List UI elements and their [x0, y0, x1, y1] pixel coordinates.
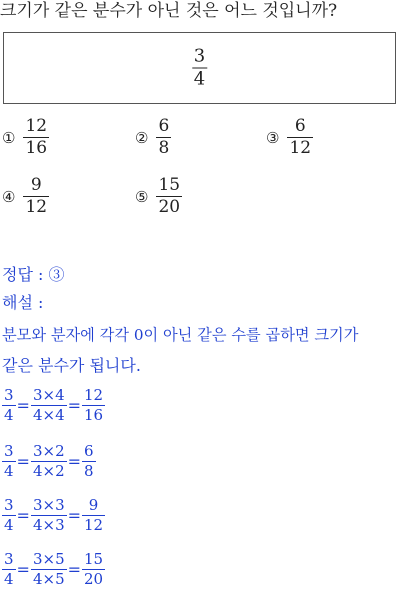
eq-fraction-left — [2, 388, 16, 423]
eq-den: 4 — [4, 516, 14, 534]
eq-den: 4×2 — [32, 462, 65, 480]
given-numerator: 3 — [193, 45, 206, 67]
eq-fraction-right — [82, 444, 96, 479]
eq-den: 4 — [4, 462, 14, 480]
equals-sign: = — [67, 506, 82, 525]
eq-fraction-middle — [31, 552, 67, 587]
eq-den: 16 — [84, 406, 104, 424]
explanation-line-2: 같은 분수가 됩니다. — [2, 356, 141, 375]
given-fraction — [192, 45, 207, 90]
equals-sign: = — [16, 396, 30, 415]
eq-den: 4 — [4, 570, 14, 588]
choice-denominator: 8 — [158, 138, 170, 158]
eq-fraction-left — [2, 444, 16, 479]
equals-sign: = — [67, 396, 82, 415]
eq-den: 8 — [84, 462, 94, 480]
choice-3[interactable] — [266, 118, 313, 157]
equals-sign: = — [67, 452, 82, 471]
eq-num: 3 — [4, 386, 14, 404]
choice-fraction — [287, 118, 313, 157]
eq-fraction-right — [82, 498, 105, 533]
explanation-line-1: 분모와 분자에 각각 0이 아닌 같은 수를 곱하면 크기가 — [2, 326, 359, 344]
given-denominator: 4 — [193, 68, 206, 90]
choice-denominator: 20 — [158, 197, 181, 217]
eq-num: 15 — [84, 550, 104, 568]
choice-mark: ⑤ — [135, 187, 149, 206]
eq-num: 3×5 — [32, 550, 65, 568]
eq-den: 4 — [4, 406, 14, 424]
choice-numerator: 6 — [158, 116, 170, 136]
equals-sign: = — [16, 506, 30, 525]
eq-fraction-middle — [31, 388, 67, 423]
choice-fraction — [156, 118, 171, 157]
equation-2 — [2, 444, 96, 479]
eq-fraction-right — [82, 552, 105, 587]
choice-1[interactable] — [2, 118, 49, 157]
eq-den: 4×5 — [32, 570, 65, 588]
choice-denominator: 12 — [25, 197, 48, 217]
eq-num: 3×2 — [32, 442, 65, 460]
equals-sign: = — [67, 560, 82, 579]
choice-fraction — [23, 118, 49, 157]
eq-num: 3×4 — [32, 386, 65, 404]
equation-3 — [2, 498, 105, 533]
choice-numerator: 9 — [30, 175, 42, 195]
eq-den: 12 — [84, 516, 104, 534]
eq-fraction-left — [2, 498, 16, 533]
choice-mark: ① — [2, 128, 16, 147]
eq-fraction-middle — [31, 498, 67, 533]
eq-den: 20 — [84, 570, 104, 588]
choice-mark: ④ — [2, 187, 16, 206]
choice-mark: ② — [135, 128, 149, 147]
eq-num: 3×3 — [32, 496, 65, 514]
choice-numerator: 15 — [158, 175, 181, 195]
eq-fraction-middle — [31, 444, 67, 479]
choice-2[interactable] — [135, 118, 171, 157]
eq-fraction-left — [2, 552, 16, 587]
question-text: 크기가 같은 분수가 아닌 것은 어느 것입니까? — [0, 1, 338, 21]
choice-denominator: 16 — [25, 138, 48, 158]
eq-num: 6 — [84, 442, 94, 460]
eq-num: 3 — [4, 550, 14, 568]
explanation-label: 해설 : — [2, 293, 44, 312]
eq-num: 9 — [88, 496, 99, 514]
eq-num: 3 — [4, 442, 14, 460]
equals-sign: = — [16, 452, 30, 471]
choice-fraction — [156, 177, 182, 216]
given-fraction-box — [3, 32, 396, 104]
eq-den: 4×4 — [32, 406, 65, 424]
choice-fraction — [23, 177, 49, 216]
equals-sign: = — [16, 560, 30, 579]
choice-numerator: 6 — [294, 116, 306, 136]
choice-mark: ③ — [266, 128, 280, 147]
equation-4 — [2, 552, 105, 587]
eq-fraction-right — [82, 388, 105, 423]
equation-1 — [2, 388, 105, 423]
choice-5[interactable] — [135, 177, 182, 216]
choice-numerator: 12 — [25, 116, 48, 136]
eq-num: 3 — [4, 496, 14, 514]
choice-4[interactable] — [2, 177, 49, 216]
eq-den: 4×3 — [32, 516, 65, 534]
choice-denominator: 12 — [289, 138, 312, 158]
answer-label: 정답 : ③ — [2, 265, 65, 284]
eq-num: 12 — [84, 386, 104, 404]
